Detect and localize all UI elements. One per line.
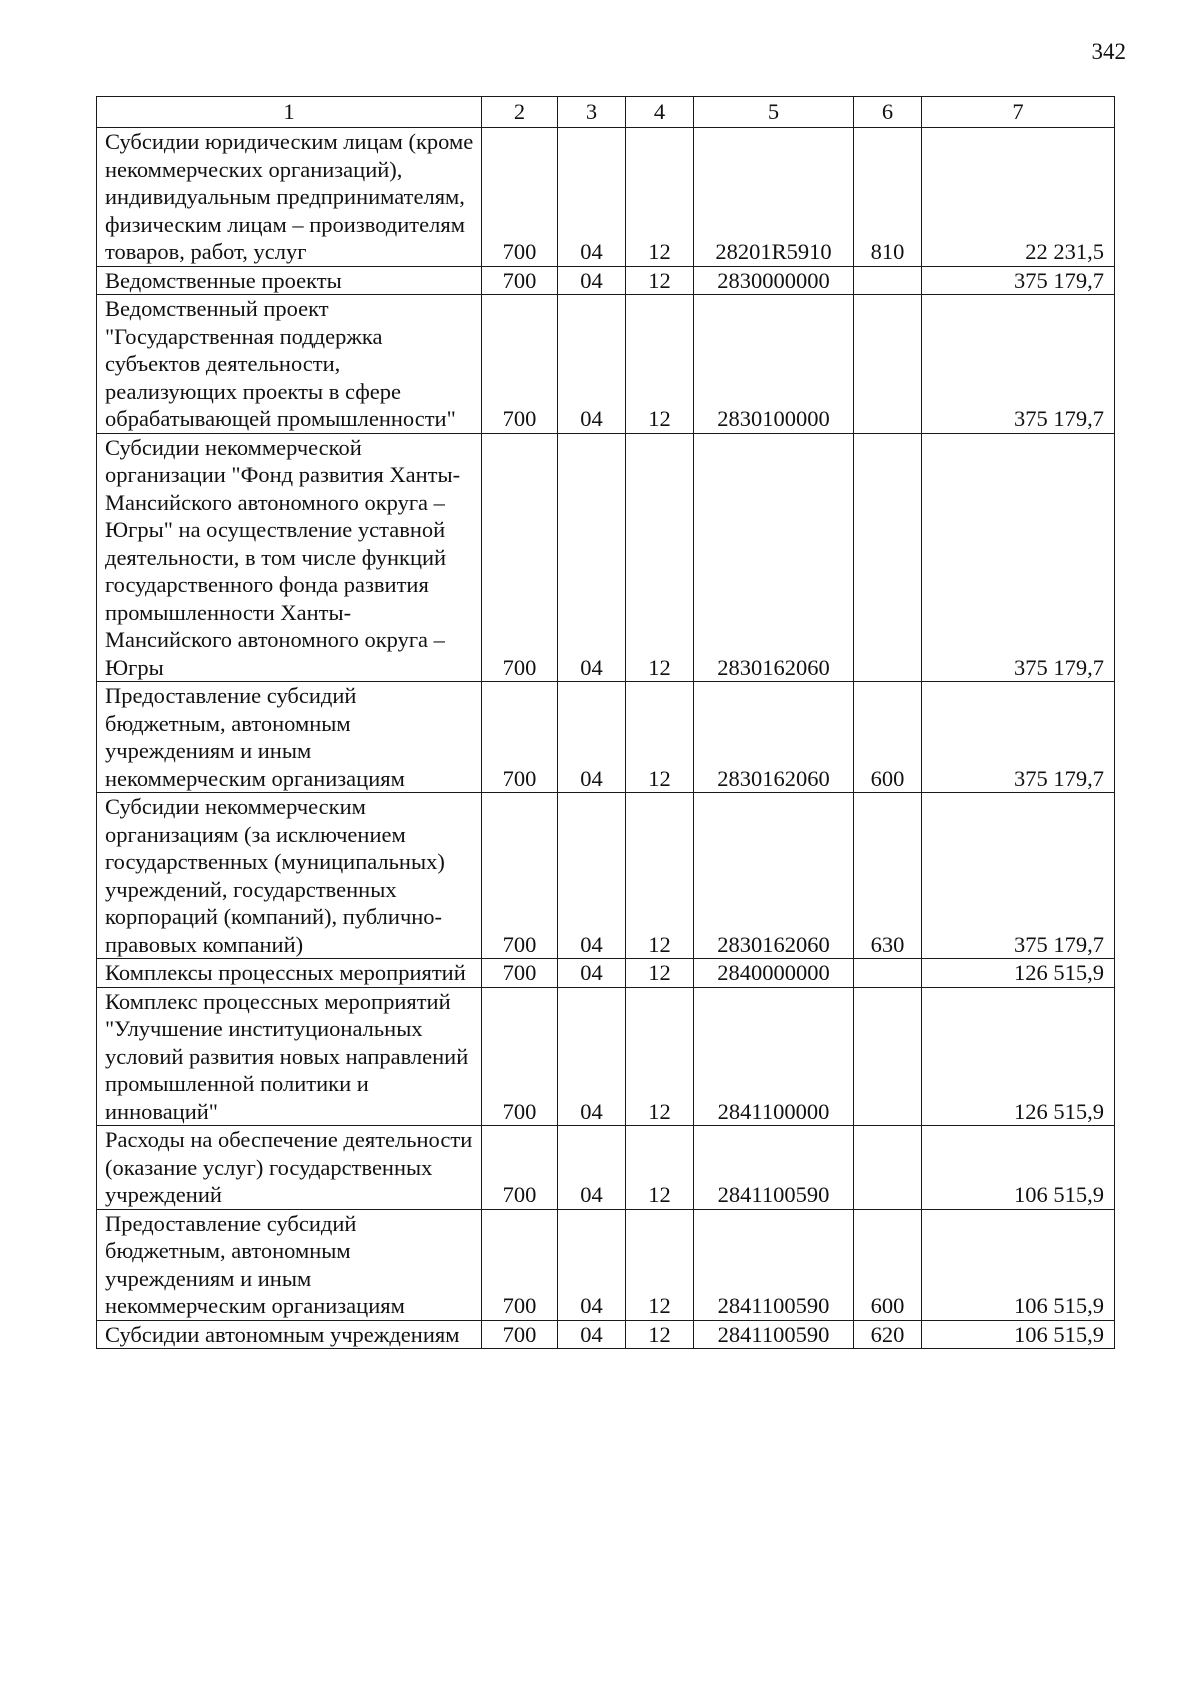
cell-code-4: 12 — [626, 1209, 694, 1320]
cell-target-article: 2841100590 — [694, 1320, 854, 1349]
row-name: Комплекс процессных мероприятий "Улучшение институциональных условий развития новых направлений промышленной политики и инноваций" — [97, 987, 482, 1126]
cell-expense-type — [854, 959, 922, 988]
row-name: Ведомственные проекты — [97, 266, 482, 295]
page-number: 342 — [1091, 39, 1126, 64]
cell-expense-type — [854, 987, 922, 1126]
cell-code-2: 700 — [482, 959, 558, 988]
cell-code-3: 04 — [558, 793, 626, 959]
column-header: 5 — [694, 97, 854, 128]
cell-expense-type: 620 — [854, 1320, 922, 1349]
row-name: Комплексы процессных мероприятий — [97, 959, 482, 988]
cell-target-article: 2841100590 — [694, 1209, 854, 1320]
cell-code-2: 700 — [482, 793, 558, 959]
cell-expense-type: 600 — [854, 1209, 922, 1320]
table-row — [97, 1320, 1115, 1349]
table-row — [97, 682, 1115, 793]
row-name: Субсидии некоммерческой организации "Фонд развития Ханты-Мансийского автономного округа – Югры" на осуществление уставной деятельности, в том числе функций государственного фонда развития промышленности Ханты-Мансийского автономного округа – Югры — [97, 433, 482, 682]
cell-code-4: 12 — [626, 1126, 694, 1210]
cell-expense-type — [854, 1126, 922, 1210]
column-header: 3 — [558, 97, 626, 128]
table-row — [97, 793, 1115, 959]
cell-code-3: 04 — [558, 1126, 626, 1210]
cell-code-4: 12 — [626, 682, 694, 793]
table-row — [97, 128, 1115, 267]
cell-code-4: 12 — [626, 987, 694, 1126]
cell-code-2: 700 — [482, 1209, 558, 1320]
row-name: Предоставление субсидий бюджетным, автономным учреждениям и иным некоммерческим организациям — [97, 1209, 482, 1320]
cell-target-article: 2840000000 — [694, 959, 854, 988]
cell-code-3: 04 — [558, 266, 626, 295]
cell-amount: 375 179,7 — [922, 266, 1115, 295]
table-row — [97, 1126, 1115, 1210]
cell-code-3: 04 — [558, 682, 626, 793]
cell-code-2: 700 — [482, 1126, 558, 1210]
column-header: 6 — [854, 97, 922, 128]
cell-code-2: 700 — [482, 682, 558, 793]
cell-code-4: 12 — [626, 433, 694, 682]
cell-target-article: 2830162060 — [694, 793, 854, 959]
cell-code-4: 12 — [626, 266, 694, 295]
cell-code-3: 04 — [558, 959, 626, 988]
cell-amount: 22 231,5 — [922, 128, 1115, 267]
column-header: 7 — [922, 97, 1115, 128]
cell-amount: 106 515,9 — [922, 1320, 1115, 1349]
cell-code-4: 12 — [626, 959, 694, 988]
header-row — [97, 97, 1115, 128]
cell-expense-type — [854, 433, 922, 682]
cell-target-article: 2830100000 — [694, 295, 854, 434]
cell-expense-type: 600 — [854, 682, 922, 793]
cell-amount: 126 515,9 — [922, 959, 1115, 988]
column-header: 2 — [482, 97, 558, 128]
table-row — [97, 987, 1115, 1126]
cell-target-article: 2841100590 — [694, 1126, 854, 1210]
cell-expense-type: 810 — [854, 128, 922, 267]
cell-code-2: 700 — [482, 128, 558, 267]
row-name: Расходы на обеспечение деятельности (оказание услуг) государственных учреждений — [97, 1126, 482, 1210]
table-row — [97, 959, 1115, 988]
cell-code-2: 700 — [482, 987, 558, 1126]
cell-code-2: 700 — [482, 266, 558, 295]
table-row — [97, 1209, 1115, 1320]
cell-code-4: 12 — [626, 128, 694, 267]
cell-code-3: 04 — [558, 295, 626, 434]
cell-code-2: 700 — [482, 1320, 558, 1349]
row-name: Субсидии юридическим лицам (кроме некоммерческих организаций), индивидуальным предпринимателям, физическим лицам – производителям товаров, работ, услуг — [97, 128, 482, 267]
table-row — [97, 295, 1115, 434]
cell-code-4: 12 — [626, 793, 694, 959]
cell-code-3: 04 — [558, 987, 626, 1126]
cell-target-article: 2841100000 — [694, 987, 854, 1126]
cell-code-4: 12 — [626, 295, 694, 434]
column-header: 4 — [626, 97, 694, 128]
cell-code-4: 12 — [626, 1320, 694, 1349]
cell-target-article: 2830162060 — [694, 682, 854, 793]
table-row — [97, 433, 1115, 682]
cell-code-3: 04 — [558, 1320, 626, 1349]
cell-target-article: 28201R5910 — [694, 128, 854, 267]
cell-code-3: 04 — [558, 128, 626, 267]
table-row — [97, 266, 1115, 295]
row-name: Субсидии автономным учреждениям — [97, 1320, 482, 1349]
row-name: Ведомственный проект "Государственная поддержка субъектов деятельности, реализующих проекты в сфере обрабатывающей промышленности" — [97, 295, 482, 434]
cell-amount: 375 179,7 — [922, 433, 1115, 682]
cell-code-3: 04 — [558, 1209, 626, 1320]
cell-target-article: 2830000000 — [694, 266, 854, 295]
row-name: Предоставление субсидий бюджетным, автономным учреждениям и иным некоммерческим организациям — [97, 682, 482, 793]
column-header: 1 — [97, 97, 482, 128]
cell-amount: 375 179,7 — [922, 682, 1115, 793]
cell-amount: 106 515,9 — [922, 1126, 1115, 1210]
cell-code-2: 700 — [482, 295, 558, 434]
cell-code-2: 700 — [482, 433, 558, 682]
cell-expense-type — [854, 295, 922, 434]
cell-amount: 375 179,7 — [922, 793, 1115, 959]
cell-expense-type: 630 — [854, 793, 922, 959]
row-name: Субсидии некоммерческим организациям (за исключением государственных (муниципальных) учреждений, государственных корпораций (компаний), публично-правовых компаний) — [97, 793, 482, 959]
cell-target-article: 2830162060 — [694, 433, 854, 682]
cell-code-3: 04 — [558, 433, 626, 682]
cell-amount: 106 515,9 — [922, 1209, 1115, 1320]
budget-table — [96, 96, 1115, 1349]
cell-amount: 375 179,7 — [922, 295, 1115, 434]
cell-amount: 126 515,9 — [922, 987, 1115, 1126]
cell-expense-type — [854, 266, 922, 295]
